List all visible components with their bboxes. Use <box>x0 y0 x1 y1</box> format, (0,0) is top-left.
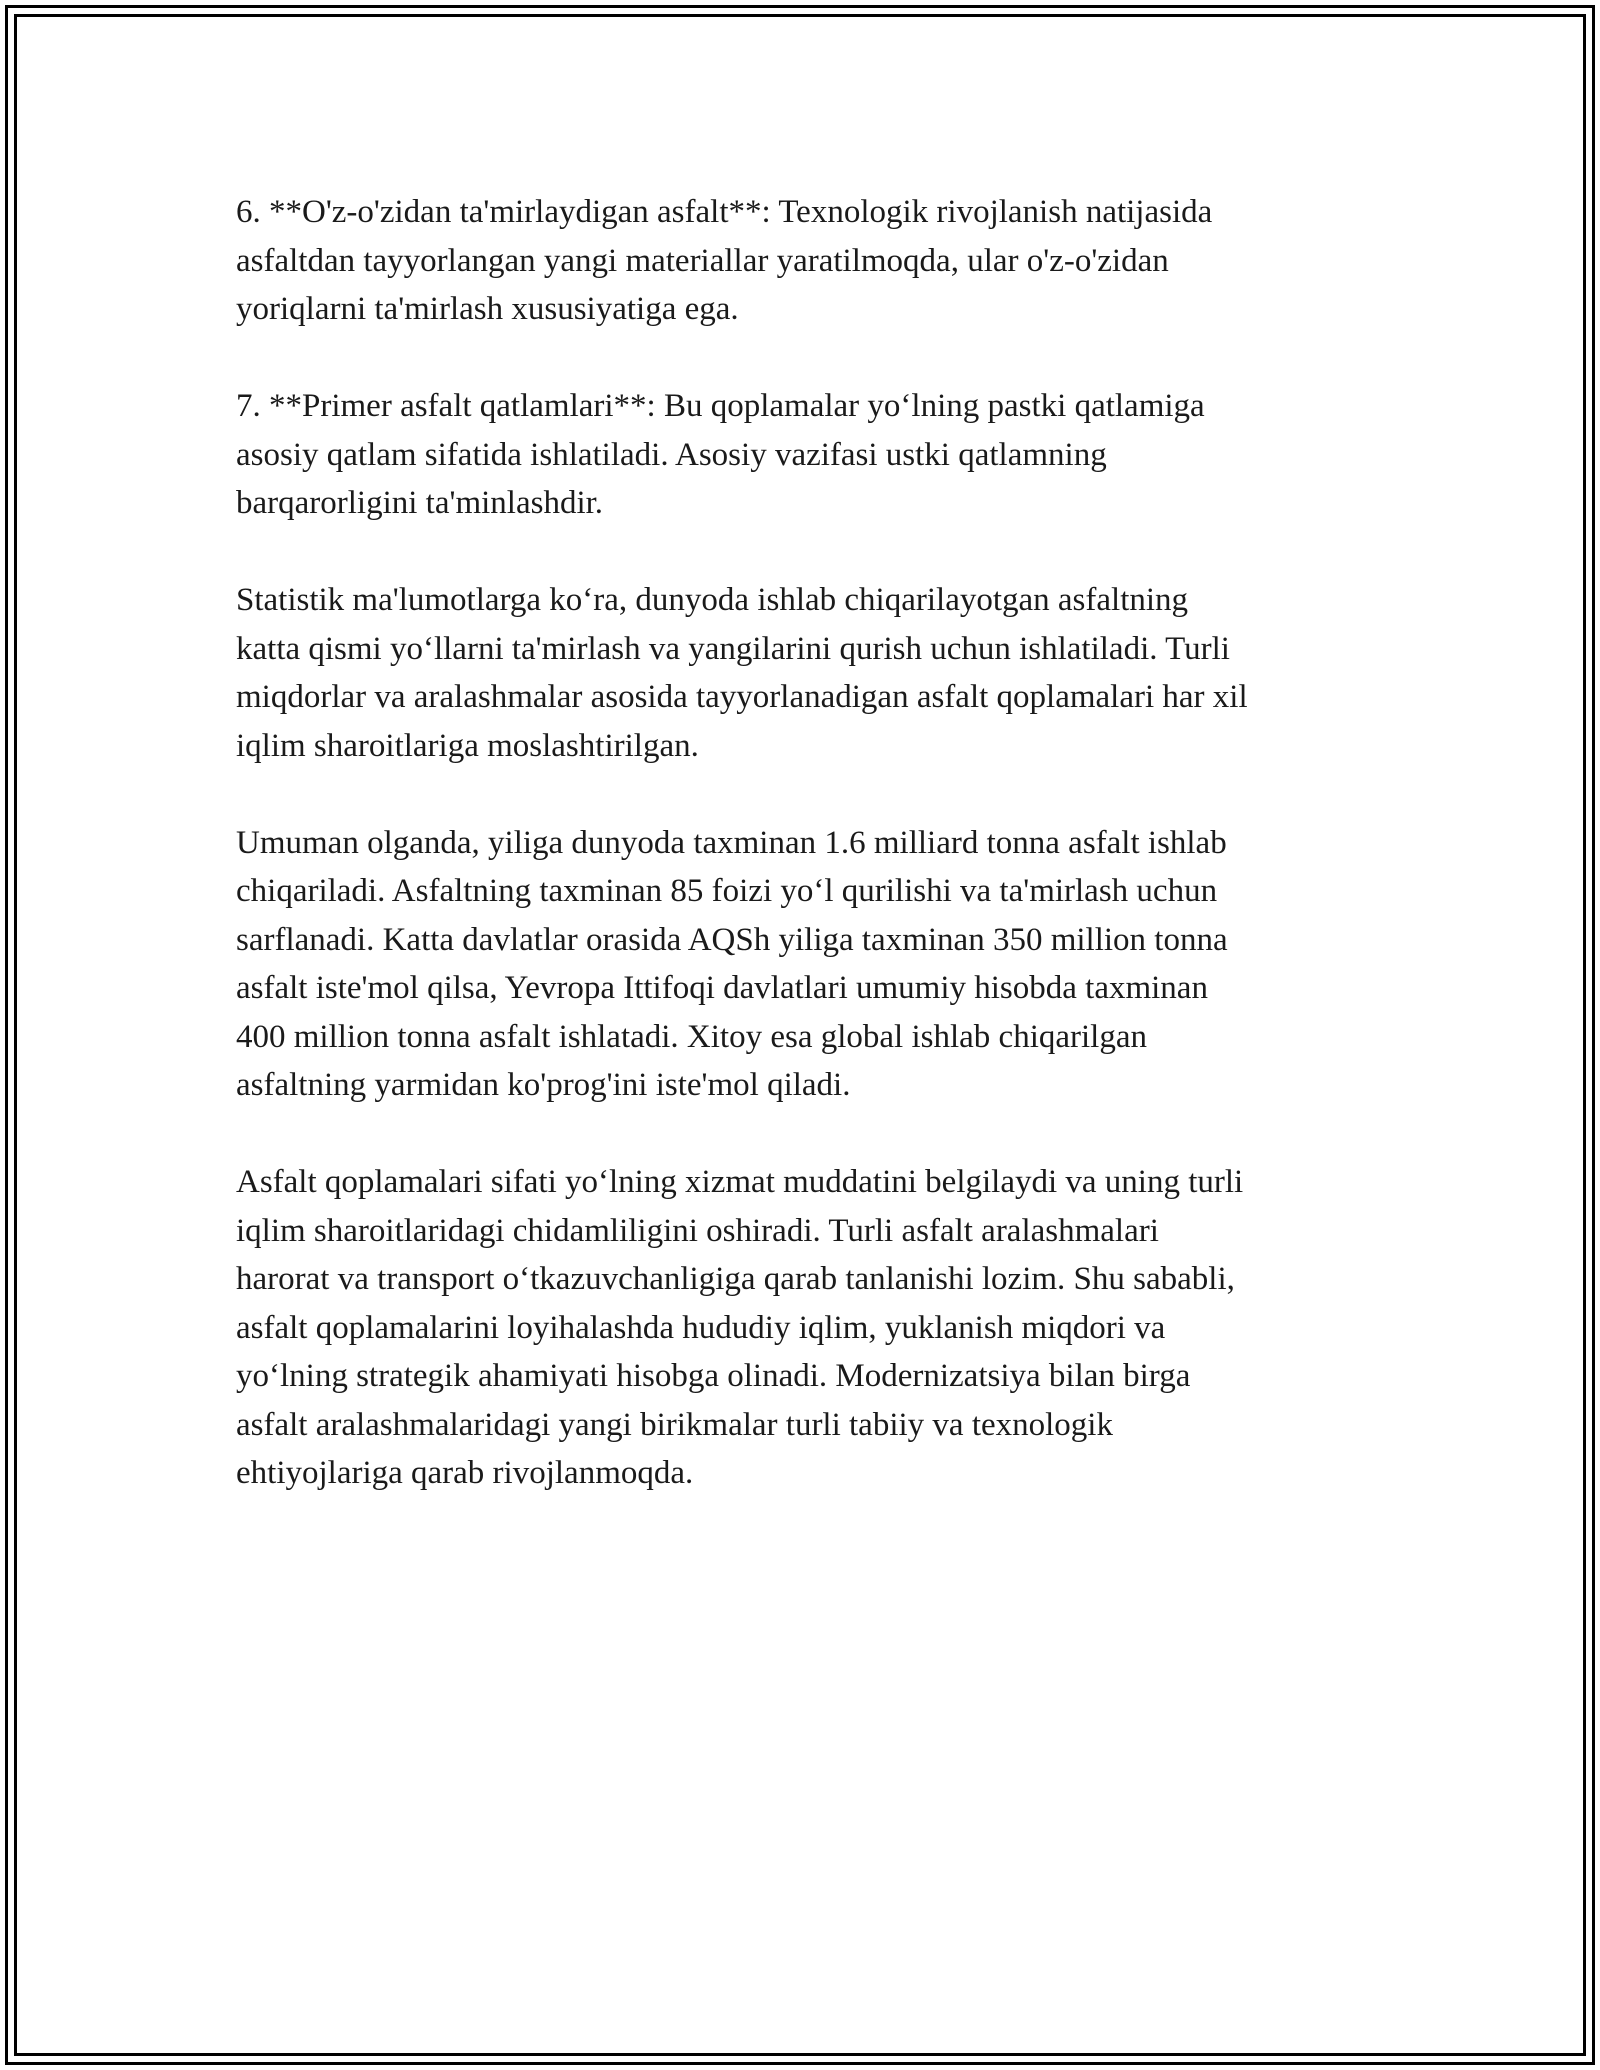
paragraph-quality-and-modernization: Asfalt qoplamalari sifati yo‘lning xizmat muddatini belgilaydi va uning turli iqlim sharoitlaridagi chidamliligini oshiradi. Turli asfalt aralashmalari harorat va transport o‘tkazuvchanligiga qarab tanlanishi lozim. Shu sababli, asfalt qoplamalarini loyihalashda hududiy iqlim, yuklanish miqdori va yo‘lning strategik ahamiyati hisobga olinadi. Modernizatsiya bilan birga asfalt aralashmalaridagi yangi birikmalar turli tabiiy va texnologik ehtiyojlariga qarab rivojlanmoqda. <box>236 1164 1244 1491</box>
paragraph-self-healing-asphalt: 6. **O'z-o'zidan ta'mirlaydigan asfalt**: Texnologik rivojlanish natijasida asfaltdan tayyorlangan yangi materiallar yaratilmoqda, ular o'z-o'zidan yoriqlarni ta'mirlash xususiyatiga ega. <box>236 194 1213 327</box>
paragraph-primer-asphalt-layers: 7. **Primer asfalt qatlamlari**: Bu qoplamalar yo‘lning pastki qatlamiga asosiy qatlam sifatida ishlatiladi. Asosiy vazifasi ustki qatlamning barqarorligini ta'minlashdir. <box>236 388 1205 521</box>
paragraph-statistics: Statistik ma'lumotlarga ko‘ra, dunyoda ishlab chiqarilayotgan asfaltning katta qismi yo‘llarni ta'mirlash va yangilarini qurish uchun ishlatiladi. Turli miqdorlar va aralashmalar asosida tayyorlanadigan asfalt qoplamalari har xil iqlim sharoitlariga moslashtirilgan. <box>236 582 1248 764</box>
paragraph-global-production: Umuman olganda, yiliga dunyoda taxminan 1.6 milliard tonna asfalt ishlab chiqariladi. Asfaltning taxminan 85 foizi yo‘l qurilishi va ta'mirlash uchun sarflanadi. Katta davlatlar orasida AQSh yiliga taxminan 350 million tonna asfalt iste'mol qilsa, Yevropa Ittifoqi davlatlari umumiy hisobda taxminan 400 million tonna asfalt ishlatadi. Xitoy esa global ishlab chiqarilgan asfaltning yarmidan ko'prog'ini iste'mol qiladi. <box>236 824 1228 1103</box>
document-body <box>236 188 1376 1546</box>
